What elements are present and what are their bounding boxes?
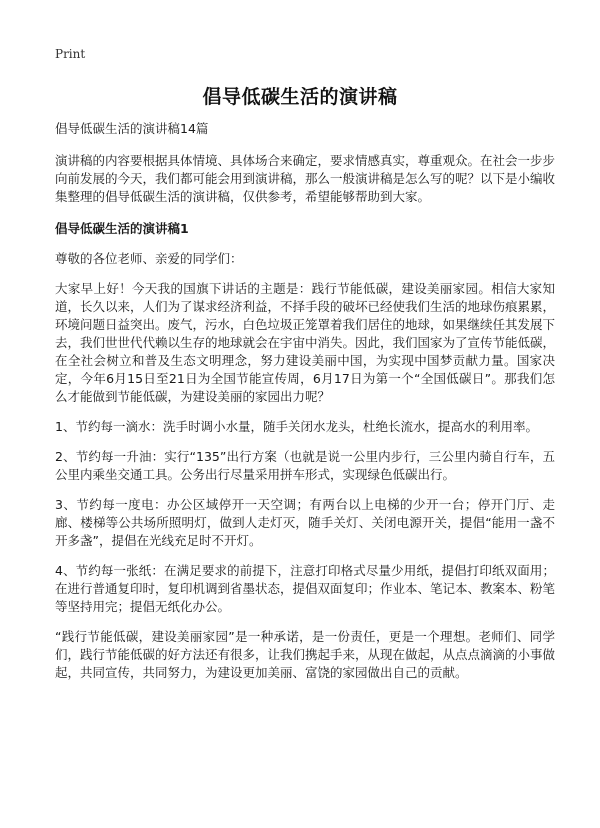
document-subtitle: 倡导低碳生活的演讲稿14篇 [55,121,209,136]
document-title: 倡导低碳生活的演讲稿 [202,86,398,108]
body-paragraph-opening: 大家早上好！今天我的国旗下讲话的主题是：践行节能低碳，建设美丽家园。相信大家知道，长久以来，人们为了谋求经济利益，不择手段的破坏已经使我们生活的地球伤痕累累，环境问题日益突出。废气，污水，白色垃圾正笼罩着我们居住的地球，如果继续任其发展下去，我们世世代代赖以生存的地球就会在宇宙中消失。因此，我们国家为了宣传节能低碳，在全社会树立和普及生态文明理念，努力建设美丽中国，为实现中国梦贡献力量。国家决定，今年6月15日至21日为全国节能宣传周，6月17日为第一个“全国低碳日”。那我们怎么才能做到节能低碳，为建设美丽的家园出力呢？ [55,281,556,404]
body-paragraph-paper: 4、节约每一张纸：在满足要求的前提下，注意打印格式尽量少用纸，提倡打印纸双面用；在进行普通复印时，复印机调到省墨状态，提倡双面复印；作业本、笔记本、教案本、粉笔等坚持用完；提倡无纸化办公。 [55,563,556,614]
greeting-paragraph: 尊敬的各位老师、亲爱的同学们： [55,251,243,266]
body-paragraph-water: 1、节约每一滴水：洗手时调小水量，随手关闭水龙头，杜绝长流水，提高水的利用率。 [55,419,538,434]
body-paragraph-closing: “践行节能低碳，建设美丽家园”是一种承诺，是一份责任，更是一个理想。老师们、同学们，践行节能低碳的好方法还有很多，让我们携起手来，从现在做起，从点点滴滴的小事做起，共同宣传，共同努力，为建设更加美丽、富饶的家园做出自己的贡献。 [55,629,556,680]
body-paragraph-electricity: 3、节约每一度电：办公区域停开一天空调；有两台以上电梯的少开一台；停开门厅、走廊、楼梯等公共场所照明灯，做到人走灯灭，随手关灯、关闭电源开关，提倡“能用一盏不开多盏”，提倡在光线充足时不开灯。 [55,497,555,548]
print-label[interactable]: Print [55,47,86,61]
body-paragraph-oil: 2、节约每一升油：实行“135”出行方案（也就是说一公里内步行，三公里内骑自行车，五公里内乘坐交通工具。公务出行尽量采用拼车形式，实现绿色低碳出行。 [55,449,555,482]
section-heading: 倡导低碳生活的演讲稿1 [55,221,189,236]
document-body [55,120,555,694]
intro-paragraph: 演讲稿的内容要根据具体情境、具体场合来确定，要求情感真实，尊重观众。在社会一步步向前发展的今天，我们都可能会用到演讲稿，那么一般演讲稿是怎么写的呢？以下是小编收集整理的倡导低碳生活的演讲稿，仅供参考，希望能够帮助到大家。 [55,153,556,204]
